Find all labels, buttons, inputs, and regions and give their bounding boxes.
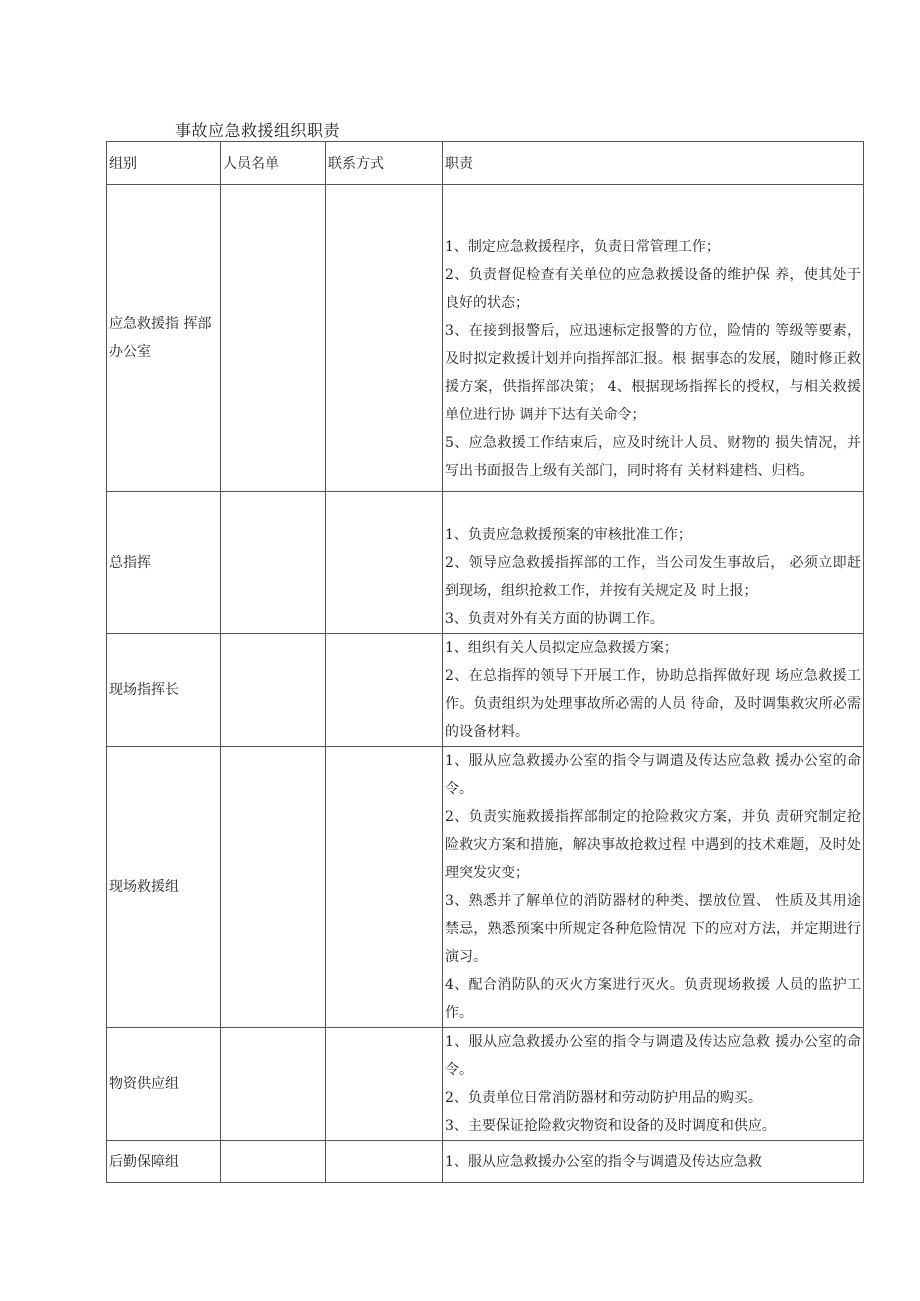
table-row [107,1028,864,1141]
duty-item: 2、负责督促检查有关单位的应急救援设备的维护保 养，使其处于良好的状态； [445,267,861,311]
duty-item: 2、负责单位日常消防器材和劳动防护用品的购买。 [445,1090,762,1106]
row-group: 后勤保障组 [107,1141,221,1183]
duty-item: 2、领导应急救援指挥部的工作，当公司发生事故后， 必须立即赶到现场，组织抢救工作，并按有关规定及 时上报； [445,554,861,599]
duty-item: 4、配合消防队的灭火方案进行灭火。负责现场救援 人员的监护工作。 [445,977,861,1021]
header-contact: 联系方式 [326,142,443,185]
header-person: 人员名单 [221,142,326,185]
row-person [221,634,326,747]
row-duty [443,634,864,747]
duty-item: 1、制定应急救援程序，负责日常管理工作； [445,239,720,255]
duty-item: 3、负责对外有关方面的协调工作。 [445,610,664,627]
header-duty: 职责 [443,142,864,185]
row-duty [443,1141,864,1183]
table-row [107,185,864,492]
duty-item: 3、主要保证抢险救灾物资和设备的及时调度和供应。 [445,1118,776,1134]
duty-item: 1、负责应急救援预案的审核批准工作； [445,526,692,543]
row-group: 应急救援指 挥部办公室 [107,185,221,492]
duty-item: 3、熟悉并了解单位的消防器材的种类、摆放位置、 性质及其用途禁忌，熟悉预案中所规定各种危险情况 下的应对方法，并定期进行演习。 [445,893,861,965]
row-person [221,747,326,1028]
duty-item: 2、在总指挥的领导下开展工作，协助总指挥做好现 场应急救援工作。负责组织为处理事故所必需的人员 待命，及时调集救灾所必需的设备材料。 [445,668,861,740]
table-row [107,634,864,747]
row-contact [326,492,443,634]
header-group: 组别 [107,142,221,185]
row-duty [443,492,864,634]
row-person [221,1028,326,1141]
row-contact [326,747,443,1028]
duty-table [106,141,864,1183]
duty-item: 3、在接到报警后，应迅速标定报警的方位，险情的 等级等要素，及时拟定救援计划并向指挥部汇报。根 据事态的发展，随时修正救援方案，供指挥部决策； 4、根据现场指挥长的授权，与相关救援单位进行协 调并下达有关命令； [445,323,861,423]
row-duty [443,747,864,1028]
duty-item: 2、负责实施救援指挥部制定的抢险救灾方案，并负 责研究制定抢险救灾方案和措施，解决事故抢救过程 中遇到的技术难题，及时处理突发灾变； [445,809,861,881]
page-title: 事故应急救援组织职责 [175,121,341,140]
row-contact [326,185,443,492]
row-contact [326,1028,443,1141]
row-group: 现场救援组 [107,747,221,1028]
duty-item: 1、组织有关人员拟定应急救援方案； [445,640,678,656]
duty-item: 1、服从应急救援办公室的指令与调遣及传达应急救 援办公室的命令。 [445,1034,861,1078]
table-row [107,747,864,1028]
row-duty [443,185,864,492]
duty-item: 1、服从应急救援办公室的指令与调遣及传达应急救 [445,1153,762,1170]
row-contact [326,1141,443,1183]
table-row [107,492,864,634]
row-person [221,1141,326,1183]
row-group: 现场指挥长 [107,634,221,747]
duty-item: 5、应急救援工作结束后，应及时统计人员、财物的 损失情况，并写出书面报告上级有关部门，同时将有 关材料建档、归档。 [445,435,861,479]
table-row [107,1141,864,1183]
duty-item: 1、服从应急救援办公室的指令与调遣及传达应急救 援办公室的命令。 [445,753,861,797]
row-duty [443,1028,864,1141]
row-group: 总指挥 [107,492,221,634]
row-person [221,492,326,634]
row-person [221,185,326,492]
row-contact [326,634,443,747]
row-group: 物资供应组 [107,1028,221,1141]
table-header-row [107,142,864,185]
